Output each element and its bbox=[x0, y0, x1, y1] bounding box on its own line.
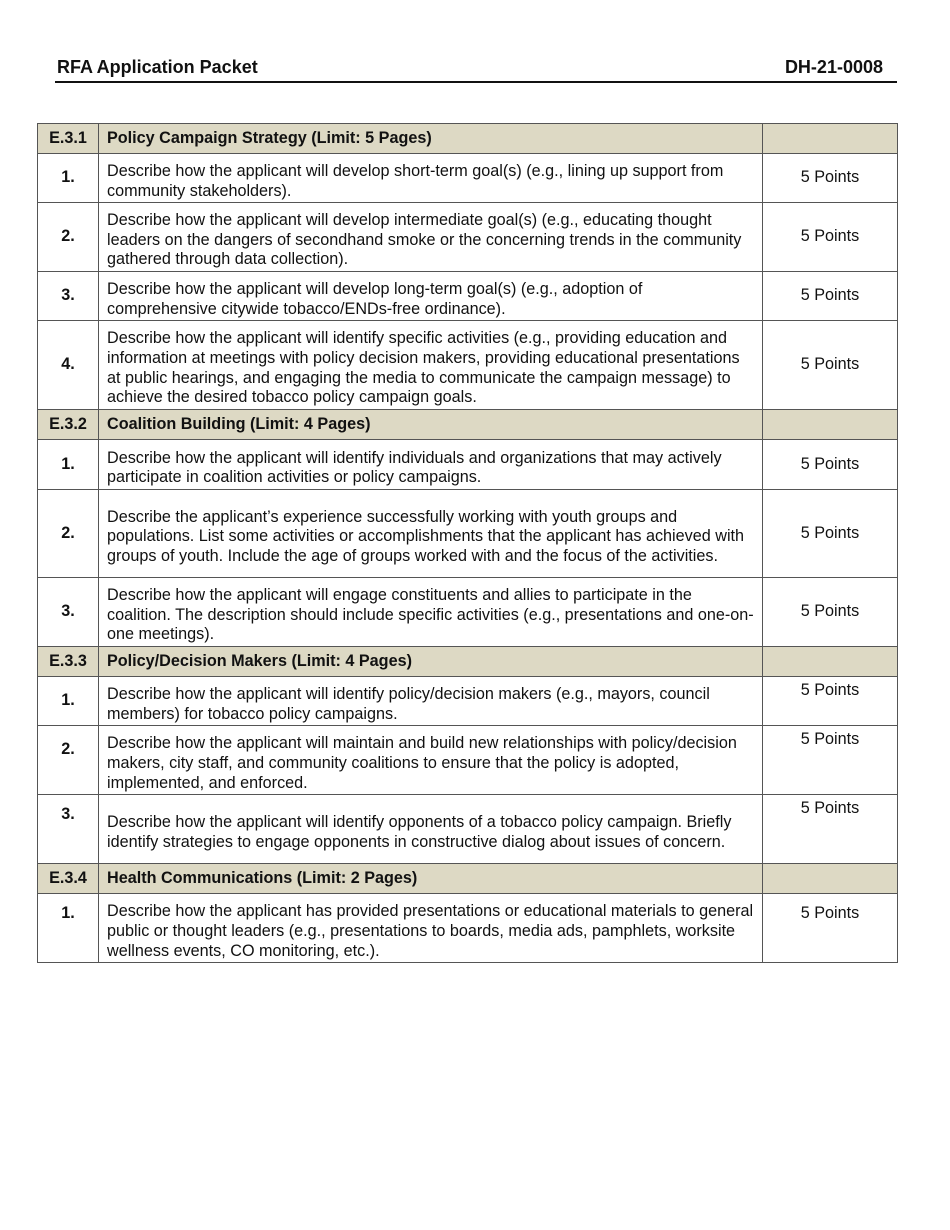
item-description: Describe how the applicant will identify specific activities (e.g., providing education and information at meetings with policy decision makers, providing educational presentations at public hearings, and engaging the media to communicate the campaign message) to achieve the desired tobacco policy campaign goals. bbox=[99, 321, 763, 410]
section-title: Policy/Decision Makers (Limit: 4 Pages) bbox=[99, 647, 763, 677]
item-description: Describe how the applicant will develop short-term goal(s) (e.g., lining up support from community stakeholders). bbox=[99, 154, 763, 203]
item-description: Describe how the applicant will identify opponents of a tobacco policy campaign. Briefly identify strategies to engage opponents in constructive dialog about issues of concern. bbox=[99, 795, 763, 864]
item-description: Describe the applicant’s experience successfully working with youth groups and populations. List some activities or accomplishments that the applicant has achieved with groups of youth. Include the age of groups worked with and the focus of the activities. bbox=[99, 490, 763, 578]
section-code: E.3.1 bbox=[38, 124, 99, 154]
table-row bbox=[38, 154, 898, 203]
item-number: 1. bbox=[38, 894, 99, 963]
item-points: 5 Points bbox=[763, 894, 898, 963]
item-description: Describe how the applicant will engage constituents and allies to participate in the coalition. The description should include specific activities (e.g., presentations and one-on-one meetings). bbox=[99, 578, 763, 647]
item-description: Describe how the applicant will develop intermediate goal(s) (e.g., educating thought leaders on the dangers of secondhand smoke or the concerning trends in the community gathered through data collection). bbox=[99, 203, 763, 272]
table-row bbox=[38, 203, 898, 272]
item-points: 5 Points bbox=[763, 726, 898, 795]
table-row bbox=[38, 795, 898, 864]
item-points: 5 Points bbox=[763, 271, 898, 320]
item-number: 2. bbox=[38, 726, 99, 795]
document-id: DH-21-0008 bbox=[784, 57, 883, 77]
section-points-cell bbox=[763, 864, 898, 894]
packet-title: RFA Application Packet bbox=[57, 57, 258, 77]
item-points: 5 Points bbox=[763, 677, 898, 726]
item-points: 5 Points bbox=[763, 203, 898, 272]
item-points: 5 Points bbox=[763, 490, 898, 578]
item-number: 1. bbox=[38, 440, 99, 490]
item-number: 1. bbox=[38, 677, 99, 726]
table-row bbox=[38, 726, 898, 795]
section-code: E.3.2 bbox=[38, 410, 99, 440]
table-row bbox=[38, 490, 898, 578]
item-description: Describe how the applicant will develop long-term goal(s) (e.g., adoption of comprehensive citywide tobacco/ENDs-free ordinance). bbox=[99, 271, 763, 320]
item-number: 4. bbox=[38, 321, 99, 410]
item-number: 3. bbox=[38, 578, 99, 647]
table-row bbox=[38, 440, 898, 490]
item-points: 5 Points bbox=[763, 321, 898, 410]
item-description: Describe how the applicant will maintain and build new relationships with policy/decision makers, city staff, and community coalitions to ensure that the policy is adopted, implemented, and enforced. bbox=[99, 726, 763, 795]
item-description: Describe how the applicant will identify policy/decision makers (e.g., mayors, council members) for tobacco policy campaigns. bbox=[99, 677, 763, 726]
section-header-row bbox=[38, 647, 898, 677]
item-points: 5 Points bbox=[763, 154, 898, 203]
table-row bbox=[38, 578, 898, 647]
item-number: 3. bbox=[38, 795, 99, 864]
section-header-row bbox=[38, 864, 898, 894]
table-row bbox=[38, 321, 898, 410]
item-number: 2. bbox=[38, 203, 99, 272]
section-title: Coalition Building (Limit: 4 Pages) bbox=[99, 410, 763, 440]
table-row bbox=[38, 677, 898, 726]
table-row bbox=[38, 894, 898, 963]
item-description: Describe how the applicant will identify individuals and organizations that may actively participate in coalition activities or policy campaigns. bbox=[99, 440, 763, 490]
table-row bbox=[38, 271, 898, 320]
item-points: 5 Points bbox=[763, 578, 898, 647]
section-code: E.3.3 bbox=[38, 647, 99, 677]
item-points: 5 Points bbox=[763, 795, 898, 864]
section-code: E.3.4 bbox=[38, 864, 99, 894]
item-number: 1. bbox=[38, 154, 99, 203]
section-points-cell bbox=[763, 410, 898, 440]
item-description: Describe how the applicant has provided presentations or educational materials to general public or thought leaders (e.g., presentations to boards, media ads, pamphlets, worksite wellness events, CO monitoring, etc.). bbox=[99, 894, 763, 963]
section-header-row bbox=[38, 124, 898, 154]
item-points: 5 Points bbox=[763, 440, 898, 490]
section-points-cell bbox=[763, 647, 898, 677]
scoring-table bbox=[37, 123, 898, 963]
item-number: 2. bbox=[38, 490, 99, 578]
item-number: 3. bbox=[38, 271, 99, 320]
section-title: Policy Campaign Strategy (Limit: 5 Pages) bbox=[99, 124, 763, 154]
section-title: Health Communications (Limit: 2 Pages) bbox=[99, 864, 763, 894]
section-points-cell bbox=[763, 124, 898, 154]
section-header-row bbox=[38, 410, 898, 440]
page-header bbox=[55, 55, 897, 83]
